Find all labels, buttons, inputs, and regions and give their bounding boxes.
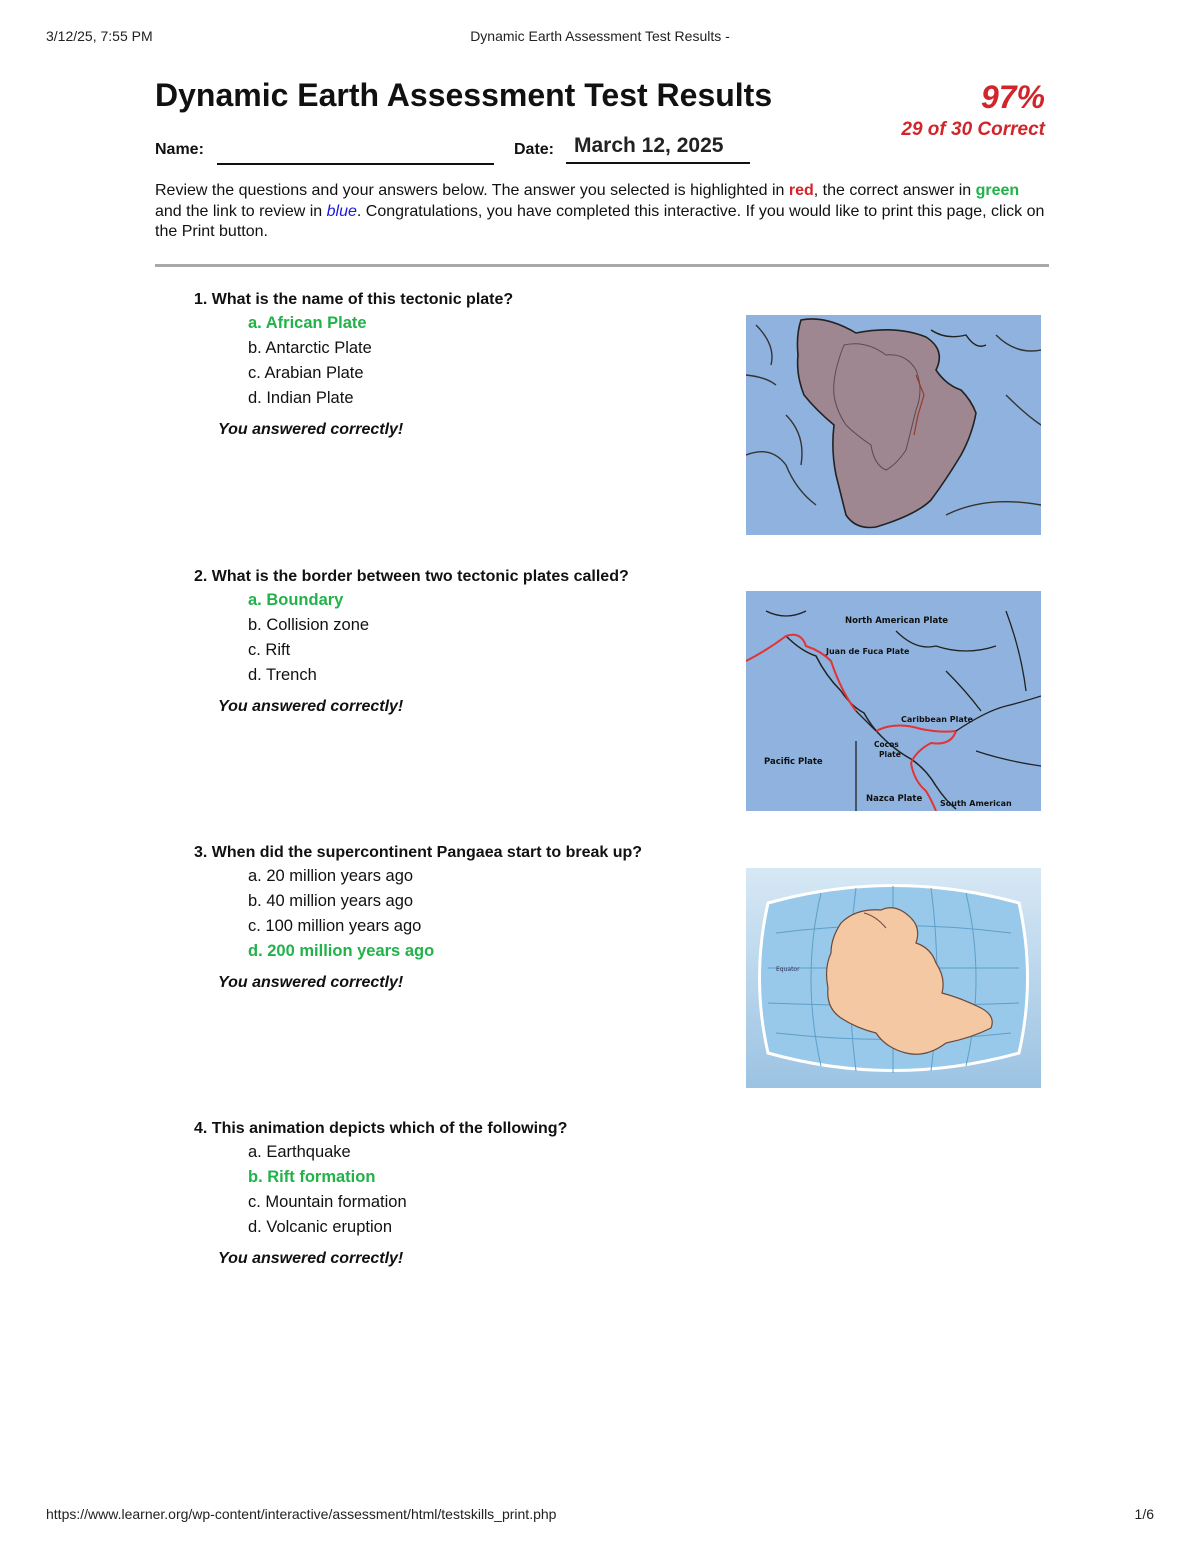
african-plate-map xyxy=(746,315,1041,535)
map-label-cocos-line2: Plate xyxy=(879,750,901,759)
print-footer xyxy=(0,1506,1200,1528)
question-text: 2. What is the border between two tectonic plates called? xyxy=(194,568,629,585)
answer-option[interactable]: d. Indian Plate xyxy=(248,389,354,407)
print-page-title: Dynamic Earth Assessment Test Results - xyxy=(470,28,730,44)
answer-option[interactable]: b. Collision zone xyxy=(248,616,370,634)
answer-option[interactable]: c. Rift xyxy=(248,641,291,659)
print-timestamp: 3/12/25, 7:55 PM xyxy=(46,28,153,44)
answer-option[interactable]: c. Mountain formation xyxy=(248,1193,407,1211)
page-title: Dynamic Earth Assessment Test Results xyxy=(155,77,773,113)
question-2 xyxy=(194,566,734,716)
map-label-cocos-line1: Cocos xyxy=(874,740,899,749)
intro-part: and the link to review in xyxy=(155,202,327,220)
score-percent: 97% xyxy=(980,79,1045,115)
answer-option[interactable]: a. Boundary xyxy=(248,591,344,609)
answer-option[interactable]: d. Volcanic eruption xyxy=(248,1218,393,1236)
divider xyxy=(155,264,1049,267)
date-label: Date: xyxy=(514,141,555,158)
map-label-pacific: Pacific Plate xyxy=(764,757,823,767)
answer-option[interactable]: d. 200 million years ago xyxy=(248,942,435,960)
answer-option[interactable]: b. 40 million years ago xyxy=(248,892,414,910)
map-label-equator: Equator xyxy=(776,966,800,973)
map-label-south-american: South American xyxy=(940,799,1012,808)
score-block xyxy=(901,79,1045,143)
question-text: 1. What is the name of this tectonic plate? xyxy=(194,291,514,308)
answer-option[interactable]: c. 100 million years ago xyxy=(248,917,422,935)
answer-feedback: You answered correctly! xyxy=(218,421,404,438)
map-label-juan-de-fuca: Juan de Fuca Plate xyxy=(826,647,910,656)
question-text: 3. When did the supercontinent Pangaea start to break up? xyxy=(194,844,643,861)
pangaea-map xyxy=(746,868,1041,1088)
answer-feedback: You answered correctly! xyxy=(218,1250,404,1267)
intro-red-word: red xyxy=(788,182,814,199)
intro-blue-word: blue xyxy=(326,202,357,220)
footer-url[interactable]: https://www.learner.org/wp-content/interactive/assessment/html/testskills_print.php xyxy=(46,1506,557,1522)
answer-option[interactable]: b. Rift formation xyxy=(248,1168,376,1186)
answer-option[interactable]: b. Antarctic Plate xyxy=(248,339,372,357)
map-label-caribbean: Caribbean Plate xyxy=(901,715,973,724)
score-count: 29 of 30 Correct xyxy=(901,119,1045,140)
answer-option[interactable]: d. Trench xyxy=(248,666,317,684)
answer-feedback: You answered correctly! xyxy=(218,974,404,991)
answer-option[interactable]: a. Earthquake xyxy=(248,1143,351,1161)
map-label-north-american: North American Plate xyxy=(845,616,949,626)
date-field[interactable]: March 12, 2025 xyxy=(566,134,750,164)
page-number: 1/6 xyxy=(1134,1506,1154,1522)
question-3 xyxy=(194,842,734,992)
answer-option[interactable]: a. 20 million years ago xyxy=(248,867,414,885)
answer-option[interactable]: a. African Plate xyxy=(248,314,367,332)
name-field[interactable] xyxy=(217,163,494,165)
intro-text xyxy=(155,181,1045,243)
plate-boundaries-map xyxy=(746,591,1041,811)
question-4 xyxy=(194,1118,734,1268)
answer-option[interactable]: c. Arabian Plate xyxy=(248,364,364,382)
intro-part: Review the questions and your answers below. The answer you selected is highlighted in xyxy=(155,182,789,199)
question-1 xyxy=(194,289,734,439)
intro-green-word: green xyxy=(975,182,1020,199)
map-label-nazca: Nazca Plate xyxy=(866,794,923,804)
answer-feedback: You answered correctly! xyxy=(218,698,404,715)
name-label: Name: xyxy=(155,141,204,158)
print-header xyxy=(0,28,1200,50)
intro-part: , the correct answer in xyxy=(813,182,976,199)
question-text: 4. This animation depicts which of the following? xyxy=(194,1120,568,1137)
intro-part: . Congratulations, you have completed this interactive. If you would like to print this page, click on the Print button. xyxy=(155,202,1045,240)
